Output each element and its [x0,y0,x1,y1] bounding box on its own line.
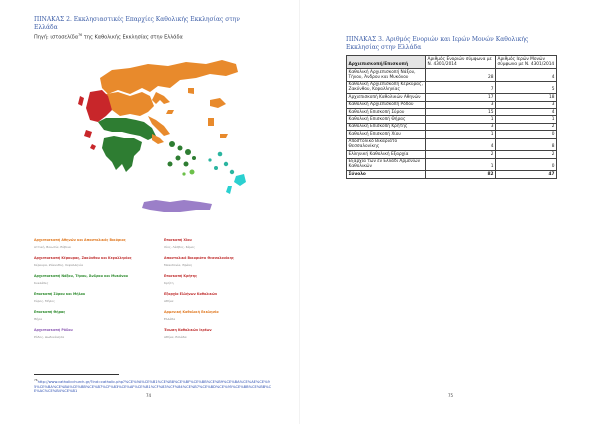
table-row [347,158,557,171]
legend-entry: Αττική, Βοιωτία, Εύβοια [34,245,71,249]
cell-monasteries: 0 [496,158,557,171]
table-row [347,116,557,123]
table-row [347,94,557,101]
source-label-rest: της Καθολικής Εκκλησίας στην Ελλάδα [82,34,183,41]
source-label: Πηγή: ιστοσελίδα [34,34,79,41]
map-region-karpathos [226,186,232,194]
footnote-url[interactable]: http://www.catholicchurch.gr/?lnd=catholic.php?%CE%9A%CE%B1%CE%B8%CE%BF%CE%BB%CE%B9%CE%BA%CE%AE%CE%95%CE%BA%CE%BA%CE%BB%CE%B7%CF%83%CE%AF%CE%B1%CF%83%CF%84%CE%B7%CE%BD%CE%95%CE%BB%CE%BB%CE%AC%CE%B4%CE%B1 [34,380,272,394]
map-region-attica [152,134,164,144]
legend-heading: Αρμενική Καθολική Εκκλησία [164,310,219,314]
table-row [347,69,557,82]
table-total-row [347,171,557,178]
cell-monasteries: 18 [496,94,557,101]
map-region-chalkidiki [152,92,170,104]
map-region-limnos [188,88,194,94]
table-2-title-line1: ΠΙΝΑΚΑΣ 2. Εκκλησιαστικές Επαρχίες Καθολικής Εκκλησίας στην [34,16,240,23]
map-region-thessaly [106,92,154,116]
cell-parishes: 1 [426,116,496,123]
page-number-left: 74 [146,393,152,398]
cell-total-monasteries: 47 [496,171,557,178]
legend-entry: Ελλάδα [164,317,176,321]
footnote [34,378,272,394]
cell-diocese: Αρχιεπισκοπή Καθολικών Αθηνών [347,94,426,101]
table-2-title [34,16,284,31]
map-region-macedonia-thrace [100,60,238,94]
legend-heading: Αρχιεπισκοπή Κέρκυρας, Ζακύνθου και Κεφαλληνίας [34,256,132,260]
cell-parishes: 15 [426,108,496,115]
map-source-caption [34,33,183,41]
table-row [347,101,557,108]
legend-entry: Σύρος, Μήλος [34,299,55,303]
header-monasteries: Αριθμός Ιερών Μονών σύμφωνα με Ν. 4301/2014 [496,56,557,69]
cell-diocese: Ελληνική Καθολική Εξαρχία [347,151,426,158]
map-region-rhodes [234,174,246,186]
cell-parishes: 7 [426,81,496,94]
greece-dioceses-map [60,60,248,222]
legend-entry: Αθήνα, Ελλάδα [164,335,187,339]
legend-heading: Επισκοπή Κρήτης [164,274,198,278]
legend-heading: Αρχιεπισκοπή Ρόδου [34,328,73,332]
legend-entry: Κέρκυρα, Ζάκυνθος, Κεφαλληνία [34,263,84,267]
map-region-corfu [78,96,84,106]
cell-parishes: 1 [426,158,496,171]
table-row [347,123,557,130]
map-region-cyclades [168,141,197,167]
map-region-samos [220,134,228,138]
footnote-number: 76 [34,378,38,382]
legend-entry: Χίος, Λέσβος, Σάμος [164,245,195,249]
cell-parishes: 3 [426,123,496,130]
cell-diocese: Καθολική Επισκοπή Σύρου [347,108,426,115]
cell-diocese: Καθολική Επισκοπή Κρήτης [347,123,426,130]
legend-entry: Αθήνα [164,299,174,303]
cell-total-label: Σύνολο [347,171,426,178]
cell-monasteries: 1 [496,116,557,123]
cell-parishes: 3 [426,101,496,108]
map-region-peloponnese [102,136,142,172]
cell-diocese: Καθολική Αρχιεπισκοπή Ρόδου [347,101,426,108]
map-region-crete [142,200,212,212]
map-region-lesvos [210,98,226,108]
legend-entry: Ρόδος, Δωδεκάνησα [34,335,65,339]
legend-heading: Ένωση Καθολικών Ιερέων [164,328,212,332]
cell-parishes: 17 [426,94,496,101]
right-page [300,0,600,424]
map-region-chios [208,118,214,126]
table-header-row [347,56,557,69]
table-row [347,151,557,158]
table-3-title-line1: ΠΙΝΑΚΑΣ 3. Αριθμός Ενοριών και Ιερών Μονών Καθολικής [346,36,529,43]
legend-heading: Επισκοπή Θήρας [34,310,66,314]
cell-parishes: 4 [426,138,496,151]
cell-diocese: Καθολική Αρχιεπισκοπή Νάξου, Τήνου, Άνδρου και Μυκόνου [347,69,426,82]
legend-left-column [34,238,149,363]
cell-monasteries: 0 [496,131,557,138]
table-3-title-line2: Εκκλησίας στην Ελλάδα [346,43,422,51]
legend-entry: Μακεδονία, Θράκη [164,263,193,267]
legend-heading: Αποστολικό Βικαριάτο Θεσσαλονίκης [164,256,234,260]
table-3-title [346,36,561,51]
page-number-right: 75 [448,393,454,398]
map-region-dodecanese [208,152,234,175]
cell-parishes: 1 [426,131,496,138]
legend-right-column [164,238,284,363]
cell-monasteries: 2 [496,123,557,130]
legend-heading: Επισκοπή Χίου [164,238,192,242]
cell-parishes: 28 [426,69,496,82]
legend-entry: Κυκλάδες [34,281,49,285]
map-region-kefalonia [84,130,92,138]
cell-diocese: Καθολική Επισκοπή Θήρας [347,116,426,123]
map-region-thira [182,170,194,176]
legend-heading: Εξαρχία Ελλήνων Καθολικών [164,292,218,296]
table-2-title-line2: Ελλάδα [34,23,58,31]
cell-diocese: Αποστολικό Βικαριάτο Θεσσαλονίκης [347,138,426,151]
header-parishes: Αριθμός Ενοριών σύμφωνα με Ν. 4301/2014 [426,56,496,69]
cell-diocese: Καθολική Αρχιεπισκοπή Κερκύρας, Ζακύνθου, Κεφαλληνίας [347,81,426,94]
map-region-sporades [166,110,174,114]
table-row [347,138,557,151]
map-region-central-greece [98,118,156,140]
cell-monasteries: 3 [496,101,557,108]
legend-entry: Θήρα [34,317,43,321]
table-row [347,108,557,115]
cell-total-parishes: 82 [426,171,496,178]
legend-heading: Αρχιεπισκοπή Νάξου, Τήνου, Άνδρου και Μυκόνου [34,274,128,278]
table-row [347,81,557,94]
cell-diocese: Εξαρχία των εν Ελλάδι Αρμενίων Καθολικών [347,158,426,171]
cell-monasteries: 2 [496,151,557,158]
cell-monasteries: 5 [496,81,557,94]
source-footnote-ref: 76 [78,33,83,37]
legend-entry: Κρήτη [164,281,174,285]
legend-heading: Επισκοπή Σύρου και Μήλου [34,292,86,296]
map-region-zakynthos [90,144,96,150]
cell-monasteries: 8 [496,138,557,151]
legend-heading: Αρχιεπισκοπή Αθηνών και Αποστολικός Βικάριος [34,238,126,242]
cell-monasteries: 4 [496,69,557,82]
parishes-monasteries-table [346,55,557,179]
cell-diocese: Καθολική Επισκοπή Χίου [347,131,426,138]
cell-parishes: 2 [426,151,496,158]
footnote-separator [34,374,119,375]
header-diocese: Αρχιεπισκοπή/Επισκοπή [347,56,426,69]
table-row [347,131,557,138]
cell-monasteries: 4 [496,108,557,115]
